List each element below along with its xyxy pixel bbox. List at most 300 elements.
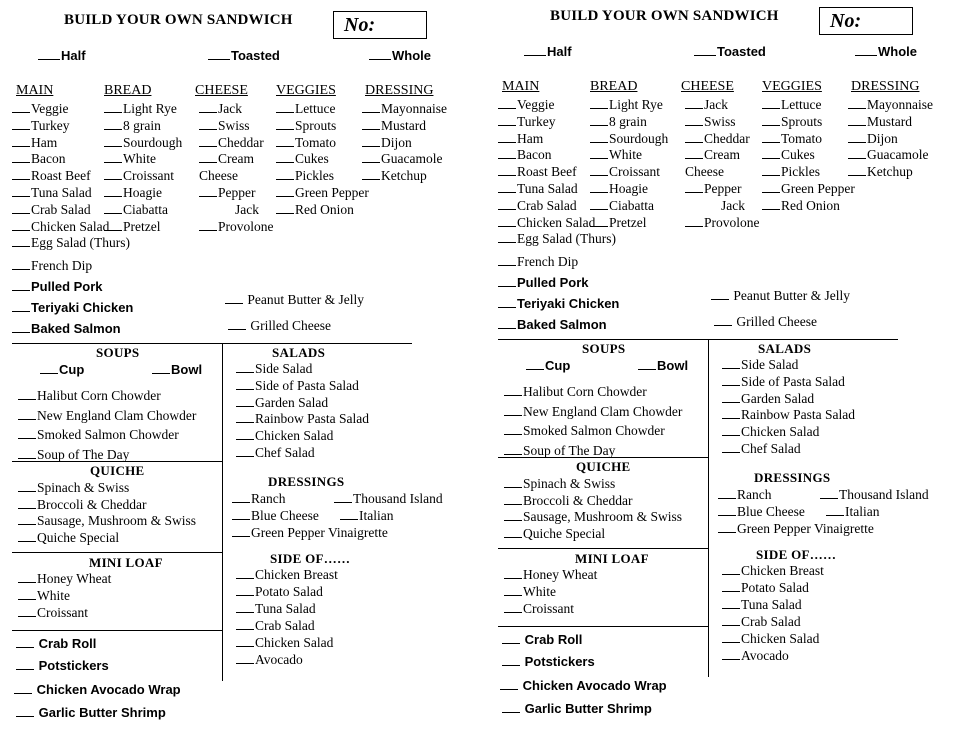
order-number-box[interactable] [333,11,427,39]
option-label: Avocado [255,652,303,667]
option-whole[interactable]: Whole [369,48,431,64]
option-label: Tuna Salad [31,185,92,200]
checkbox-line [18,447,36,459]
side-of-header: SIDE OF…… [270,551,351,566]
option-toasted[interactable]: Toasted [208,48,280,64]
salads-option-chef-salad[interactable] [722,441,801,457]
veggies-option-cukes[interactable] [276,151,329,167]
dressing-italian[interactable]: Italian [340,508,393,524]
option-label: Croissant [37,605,89,620]
dressing-blue-cheese[interactable]: Blue Cheese [232,508,319,524]
checkbox-line [848,164,866,176]
checkbox-line [18,588,36,600]
soups-option-new-england-clam-chowder[interactable] [18,408,196,424]
checkbox-line [498,215,516,227]
dressing-option-ketchup[interactable] [362,168,427,184]
checkbox-line [504,509,522,521]
cheese-cream[interactable]: Cream [199,151,254,167]
checkbox-line [362,101,380,113]
option-label: White [37,588,70,603]
checkbox-line [498,231,516,243]
bread-option-hoagie[interactable] [104,185,162,201]
main-option-crab-salad[interactable] [498,198,577,214]
checkbox-line [18,480,36,492]
checkbox-line [590,114,608,126]
side-of-option-chicken-salad[interactable] [236,635,333,651]
dressing-option-guacamole[interactable] [848,147,928,163]
option-label: Spinach & Swiss [37,480,130,495]
soup-bowl[interactable]: Bowl [152,362,202,378]
checkbox-line [18,408,36,420]
item-crab-roll[interactable]: Crab Roll [502,632,582,648]
checkbox-line [722,631,740,643]
option-label: Tuna Salad [741,597,802,612]
dressing-option-dijon[interactable] [362,135,412,151]
side-of-option-tuna-salad[interactable] [722,597,802,613]
column-divider [222,343,223,681]
cheese-jack[interactable]: Jack [685,97,728,113]
main-option-bacon[interactable] [12,151,66,167]
option-label: New England Clam Chowder [523,403,683,419]
veggies-option-lettuce[interactable] [762,97,821,113]
option-label: Dijon [381,134,412,150]
main-teriyaki-chicken[interactable]: Teriyaki Chicken [498,296,619,312]
column-divider [708,339,709,677]
order-number-label: No: [830,10,862,32]
soups-option-halibut-corn-chowder[interactable] [18,388,161,404]
option-label: Mustard [867,113,912,129]
quiche-option-broccoli-cheddar[interactable] [18,497,146,513]
checkbox-line [590,215,608,227]
cheese-swiss[interactable]: Swiss [685,114,736,130]
checkbox-line [104,151,122,163]
soups-option-soup-of-the-day[interactable] [504,443,615,459]
option-label: Mustard [381,117,426,133]
checkbox-line [504,476,522,488]
main-option-egg-salad-thurs[interactable] [12,235,130,251]
item-garlic-butter-shrimp[interactable]: Garlic Butter Shrimp [502,701,652,717]
main-option-turkey[interactable] [498,114,556,130]
checkbox-line [848,147,866,159]
checkbox-line [276,168,294,180]
checkbox-line [18,530,36,542]
veggies-header: VEGGIES [276,83,336,98]
main-option-bacon[interactable] [498,147,552,163]
checkbox-line [504,493,522,505]
veggies-option-green-pepper[interactable] [762,181,855,197]
checkbox-line [18,513,36,525]
dressing-ranch[interactable]: Ranch [232,491,286,507]
bread-option-ciabatta[interactable] [590,198,654,214]
item-potstickers[interactable]: Potstickers [502,654,595,670]
option-label: Bacon [517,147,552,163]
checkbox-line [236,601,254,613]
main-french-dip[interactable]: French Dip [12,258,92,274]
quiche-option-sausage-mushroom-swiss[interactable] [18,513,196,529]
veggies-option-tomato[interactable] [762,131,822,147]
option-label: Chicken Breast [741,563,824,578]
dressing-italian[interactable]: Italian [826,504,879,520]
option-label: Sourdough [123,134,183,150]
checkbox-line [722,424,740,436]
soup-cup[interactable]: Cup [526,358,570,374]
main-option-ham[interactable] [12,135,57,151]
veggies-option-red-onion[interactable] [276,202,354,218]
quiche-header: QUICHE [576,459,631,474]
checkbox-line [236,584,254,596]
veggies-option-tomato[interactable] [276,135,336,151]
salads-option-chef-salad[interactable] [236,445,315,461]
item-crab-roll[interactable]: Crab Roll [16,636,96,652]
salads-option-chicken-salad[interactable] [236,428,333,444]
checkbox-line [722,580,740,592]
main-option-tuna-salad[interactable] [498,181,578,197]
checkbox-line [362,118,380,130]
checkbox-line [498,181,516,193]
option-label: Guacamole [867,147,929,163]
mini-loaf-header: MINI LOAF [575,551,649,566]
option-label: Chicken Breast [255,567,338,582]
main-option-roast-beef[interactable] [498,164,577,180]
option-label: Veggie [517,97,555,112]
side-of-option-avocado[interactable] [722,648,789,664]
option-label: Chicken Salad [31,218,110,234]
option-toasted[interactable]: Toasted [694,44,766,60]
quiche-divider [12,552,222,553]
option-label: Potato Salad [255,584,323,599]
option-label: Hoagie [609,181,648,196]
mini-loaf-option-croissant[interactable] [18,605,88,621]
bread-option-8-grain[interactable] [104,118,161,134]
side-of-option-chicken-salad[interactable] [722,631,819,647]
salads-option-garden-salad[interactable] [722,391,814,407]
side-of-option-chicken-breast[interactable] [722,563,824,579]
main-option-egg-salad-thurs[interactable] [498,231,616,247]
checkbox-line [236,652,254,664]
option-half[interactable]: Half [38,48,86,64]
option-label: Ham [517,130,544,146]
option-label: White [609,147,642,163]
checkbox-line [722,441,740,453]
dressing-option-mustard[interactable] [848,114,912,130]
bread-header: BREAD [104,83,152,98]
soup-cup[interactable]: Cup [40,362,84,378]
mini-loaf-option-honey-wheat[interactable] [18,571,111,587]
option-label: Dijon [867,130,898,146]
side-of-option-potato-salad[interactable] [236,584,323,600]
option-label: Sausage, Mushroom & Swiss [523,509,683,525]
quiche-option-quiche-special[interactable] [504,526,605,542]
option-label: White [523,584,556,599]
option-label: Crab Salad [517,197,577,213]
dressing-thousand-island[interactable]: Thousand Island [820,487,929,503]
bread-option-light-rye[interactable] [590,97,663,113]
bread-option-sourdough[interactable] [104,135,182,151]
checkbox-line [104,202,122,214]
side-of-option-tuna-salad[interactable] [236,601,316,617]
option-label: Cukes [781,147,815,163]
option-label: Pretzel [609,214,647,230]
main-baked-salmon[interactable]: Baked Salmon [12,321,121,337]
option-label: Halibut Corn Chowder [523,384,647,399]
cheese-provolone[interactable]: Provolone [199,219,274,235]
quiche-option-quiche-special[interactable] [18,530,119,546]
checkbox-line [722,563,740,575]
option-label: Sourdough [609,130,669,146]
checkbox-line [362,168,380,180]
main-teriyaki-chicken[interactable]: Teriyaki Chicken [12,300,133,316]
bread-option-8-grain[interactable] [590,114,647,130]
main-option-turkey[interactable] [12,118,70,134]
dressing-blue-cheese[interactable]: Blue Cheese [718,504,805,520]
checkbox-line [236,635,254,647]
option-label: Sprouts [295,117,337,133]
checkbox-line [848,97,866,109]
soups-option-soup-of-the-day[interactable] [18,447,129,463]
bread-option-ciabatta[interactable] [104,202,168,218]
checkbox-line [12,135,30,147]
salads-option-side-salad[interactable] [722,357,798,373]
cheese-cream[interactable]: Cream [685,147,740,163]
option-label: Ciabatta [123,201,168,217]
quiche-divider [498,548,708,549]
main-baked-salmon[interactable]: Baked Salmon [498,317,607,333]
salads-option-side-of-pasta-salad[interactable] [722,374,845,390]
option-label: Tomato [781,130,823,146]
checkbox-line [504,423,522,435]
checkbox-line [12,151,30,163]
option-label: Chicken Salad [255,428,334,444]
option-label: 8 grain [123,117,161,133]
quiche-option-spinach-swiss[interactable] [18,480,129,496]
option-label: Green Pepper [295,185,369,200]
option-label: Veggie [31,101,69,116]
option-label: Red Onion [295,201,354,217]
soups-option-smoked-salmon-chowder[interactable] [504,423,665,439]
dressing-option-guacamole[interactable] [362,151,442,167]
option-label: Tuna Salad [255,601,316,616]
veggies-option-sprouts[interactable] [276,118,336,134]
dressing-option-mayonnaise[interactable] [848,97,933,113]
mini-loaf-option-croissant[interactable] [504,601,574,617]
checkbox-line [12,185,30,197]
side-of-option-crab-salad[interactable] [722,614,801,630]
checkbox-line [848,131,866,143]
dressing-option-ketchup[interactable] [848,164,913,180]
checkbox-line [504,404,522,416]
bread-option-sourdough[interactable] [590,131,668,147]
quiche-option-broccoli-cheddar[interactable] [504,493,632,509]
option-label: Chef Salad [741,441,801,456]
dressing-option-mustard[interactable] [362,118,426,134]
order-number-box[interactable] [819,7,913,35]
item-garlic-butter-shrimp[interactable]: Garlic Butter Shrimp [16,705,166,721]
main-grilled-cheese[interactable]: Grilled Cheese [228,318,331,334]
main-french-dip[interactable]: French Dip [498,254,578,270]
option-label: Chef Salad [255,445,315,460]
main-pulled-pork[interactable]: Pulled Pork [498,275,589,291]
item-chicken-avocado-wrap[interactable]: Chicken Avocado Wrap [500,678,667,694]
option-label: Crab Salad [255,618,315,633]
checkbox-line [18,497,36,509]
side-of-option-crab-salad[interactable] [236,618,315,634]
main-grilled-cheese[interactable]: Grilled Cheese [714,314,817,330]
main-option-crab-salad[interactable] [12,202,91,218]
option-label: Red Onion [781,197,840,213]
dressing-thousand-island[interactable]: Thousand Island [334,491,443,507]
mini-loaf-option-white[interactable] [18,588,70,604]
bread-option-croissant[interactable] [590,164,660,180]
option-label: Croissant [523,601,575,616]
option-label: Honey Wheat [37,571,112,586]
checkbox-line [362,135,380,147]
soup-bowl[interactable]: Bowl [638,358,688,374]
checkbox-line [498,164,516,176]
option-label: Sprouts [781,113,823,129]
main-option-tuna-salad[interactable] [12,185,92,201]
veggies-option-lettuce[interactable] [276,101,335,117]
option-label: Chicken Salad [741,631,820,646]
option-whole[interactable]: Whole [855,44,917,60]
bread-option-white[interactable] [104,151,156,167]
main-peanut-butter-jelly[interactable]: Peanut Butter & Jelly [711,288,850,304]
option-label: Pickles [781,164,820,180]
bread-option-croissant[interactable] [104,168,174,184]
checkbox-line [590,97,608,109]
main-header: MAIN [502,79,540,94]
bread-option-white[interactable] [590,147,642,163]
option-label: Hoagie [123,185,162,200]
checkbox-line [590,147,608,159]
salads-option-rainbow-pasta-salad[interactable] [722,407,855,423]
option-label: Turkey [517,113,556,129]
option-label: Pickles [295,168,334,184]
checkbox-line [104,101,122,113]
salads-option-garden-salad[interactable] [236,395,328,411]
soups-option-new-england-clam-chowder[interactable] [504,404,682,420]
item-potstickers[interactable]: Potstickers [16,658,109,674]
item-chicken-avocado-wrap[interactable]: Chicken Avocado Wrap [14,682,181,698]
side-of-option-avocado[interactable] [236,652,303,668]
option-label: Lettuce [295,101,336,116]
mini-loaf-option-white[interactable] [504,584,556,600]
salads-option-rainbow-pasta-salad[interactable] [236,411,369,427]
order-form-left [0,0,470,740]
checkbox-line [104,168,122,180]
option-label: Crab Salad [31,201,91,217]
quiche-option-spinach-swiss[interactable] [504,476,615,492]
checkbox-line [762,147,780,159]
dressing-green-pepper-vinaigrette[interactable]: Green Pepper Vinaigrette [718,521,874,537]
veggies-option-pickles[interactable] [762,164,820,180]
bread-option-light-rye[interactable] [104,101,177,117]
bread-option-hoagie[interactable] [590,181,648,197]
veggies-header: VEGGIES [762,79,822,94]
main-option-chicken-salad[interactable] [12,219,109,235]
salads-option-side-of-pasta-salad[interactable] [236,378,359,394]
quiche-option-sausage-mushroom-swiss[interactable] [504,509,682,525]
option-label: Egg Salad (Thurs) [517,231,616,247]
dressings-header: DRESSINGS [754,470,831,485]
cheese-pepper[interactable]: Pepper [685,181,742,197]
option-label: Rainbow Pasta Salad [741,407,855,423]
mini-loaf-option-honey-wheat[interactable] [504,567,597,583]
main-option-veggie[interactable] [12,101,69,117]
checkbox-line [504,584,522,596]
cheese-swiss[interactable]: Swiss [199,118,250,134]
main-option-chicken-salad[interactable] [498,215,595,231]
quiche-header: QUICHE [90,463,145,478]
dressing-ranch[interactable]: Ranch [718,487,772,503]
veggies-option-sprouts[interactable] [762,114,822,130]
side-of-option-potato-salad[interactable] [722,580,809,596]
option-label: Roast Beef [31,168,91,184]
option-label: Ciabatta [609,197,654,213]
veggies-option-pickles[interactable] [276,168,334,184]
checkbox-line [722,597,740,609]
side-of-option-chicken-breast[interactable] [236,567,338,583]
checkbox-line [236,445,254,457]
main-option-ham[interactable] [498,131,543,147]
main-peanut-butter-jelly[interactable]: Peanut Butter & Jelly [225,292,364,308]
soups-option-halibut-corn-chowder[interactable] [504,384,647,400]
cheese-cheddar[interactable]: Cheddar [199,135,264,151]
salads-option-side-salad[interactable] [236,361,312,377]
soups-option-smoked-salmon-chowder[interactable] [18,427,179,443]
option-label: Smoked Salmon Chowder [523,423,665,438]
section-divider [12,343,412,344]
cheese-provolone[interactable]: Provolone [685,215,760,231]
checkbox-line [590,164,608,176]
salads-option-chicken-salad[interactable] [722,424,819,440]
main-header: MAIN [16,83,54,98]
checkbox-line [276,151,294,163]
main-option-veggie[interactable] [498,97,555,113]
side-of-header: SIDE OF…… [756,547,837,562]
option-label: Tomato [295,134,337,150]
checkbox-line [504,384,522,396]
checkbox-line [722,648,740,660]
order-number-label: No: [344,14,376,36]
checkbox-line [18,427,36,439]
dressing-option-mayonnaise[interactable] [362,101,447,117]
option-label: Egg Salad (Thurs) [31,235,130,251]
option-label: Quiche Special [523,526,606,542]
cheese-cheddar[interactable]: Cheddar [685,131,750,147]
bread-option-pretzel[interactable] [104,219,160,235]
veggies-option-green-pepper[interactable] [276,185,369,201]
dressing-option-dijon[interactable] [848,131,898,147]
checkbox-line [362,151,380,163]
veggies-option-cukes[interactable] [762,147,815,163]
option-label: Garden Salad [255,394,329,410]
cheese-pepper[interactable]: Pepper [199,185,256,201]
veggies-option-red-onion[interactable] [762,198,840,214]
order-form-right [486,0,956,736]
salads-header: SALADS [758,341,812,356]
option-label: New England Clam Chowder [37,407,197,423]
option-label: Cukes [295,151,329,167]
dressing-green-pepper-vinaigrette[interactable]: Green Pepper Vinaigrette [232,525,388,541]
cheese-jack[interactable]: Jack [199,101,242,117]
main-pulled-pork[interactable]: Pulled Pork [12,279,103,295]
option-label: Croissant [609,164,661,180]
bread-option-pretzel[interactable] [590,215,646,231]
option-label: Tuna Salad [517,181,578,196]
option-half[interactable]: Half [524,44,572,60]
checkbox-line [236,361,254,373]
main-option-roast-beef[interactable] [12,168,91,184]
